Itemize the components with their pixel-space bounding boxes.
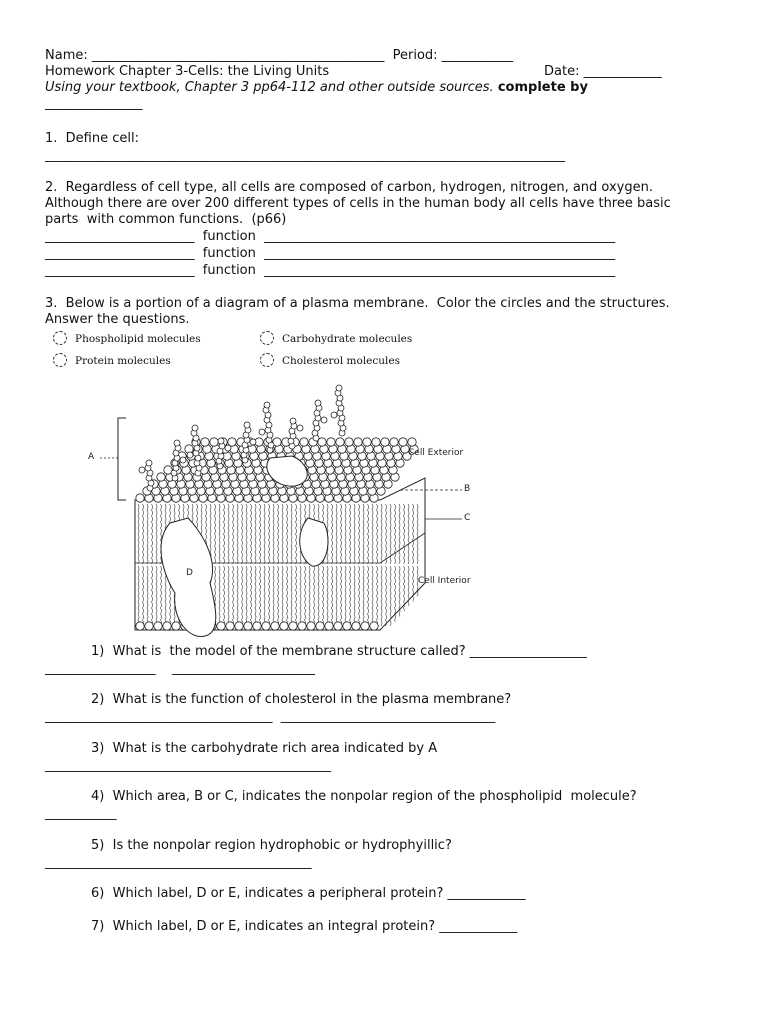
- complete-by-label: complete by: [497, 80, 588, 95]
- q2-line3: parts with common functions. (p66): [45, 212, 287, 227]
- sugar-bead: [297, 425, 303, 431]
- phospholipid-head: [280, 622, 288, 630]
- answer-blank[interactable]: ___________________________________ _________________________________: [45, 709, 496, 724]
- phospholipid-head: [354, 438, 362, 446]
- phospholipid-head: [289, 622, 297, 630]
- sugar-bead: [250, 439, 256, 445]
- label-d: D: [186, 568, 193, 578]
- sugar-bead: [139, 467, 145, 473]
- phospholipid-head: [163, 622, 171, 630]
- label-cell-interior: Cell Interior: [418, 576, 471, 586]
- bracket-a: [118, 418, 126, 500]
- circle-icon[interactable]: [260, 331, 274, 345]
- sugar-bead: [225, 445, 231, 451]
- circle-icon[interactable]: [260, 353, 274, 367]
- phospholipid-head: [201, 438, 209, 446]
- phospholipid-head: [300, 438, 308, 446]
- q3-line2: Answer the questions.: [45, 312, 190, 327]
- instructions-text: Using your textbook, Chapter 3 pp64-112 and other outside sources.: [45, 80, 494, 95]
- phospholipid-head: [334, 622, 342, 630]
- question-2: 2) What is the function of cholesterol in the plasma membrane?: [91, 692, 512, 707]
- q2-row[interactable]: _______________________ function ______________________________________________________: [45, 263, 616, 278]
- phospholipid-head: [262, 622, 270, 630]
- q2-line2: Although there are over 200 different types of cells in the human body all cells have three basic: [45, 196, 671, 211]
- legend-cholesterol: [260, 353, 400, 367]
- legend-label: Phospholipid molecules: [75, 333, 201, 345]
- question-3: 3) What is the carbohydrate rich area indicated by A: [91, 741, 438, 756]
- instructions: [45, 80, 588, 96]
- date-line[interactable]: Date: ____________: [544, 64, 662, 79]
- sugar-bead: [180, 457, 186, 463]
- answer-blank[interactable]: _________________ ______________________: [45, 661, 316, 676]
- phospholipid-head: [253, 622, 261, 630]
- phospholipid-head: [226, 622, 234, 630]
- sugar-bead: [321, 417, 327, 423]
- circle-icon[interactable]: [53, 331, 67, 345]
- legend-protein: [53, 353, 171, 367]
- circle-icon[interactable]: [53, 353, 67, 367]
- q1-blank[interactable]: ________________________________________________________________________________: [45, 148, 565, 163]
- label-a: A: [88, 452, 95, 462]
- phospholipid-head: [136, 494, 144, 502]
- label-cell-exterior: Cell Exterior: [408, 448, 464, 458]
- q2-row[interactable]: _______________________ function ______________________________________________________: [45, 229, 616, 244]
- phospholipid-head: [352, 622, 360, 630]
- name-period-line[interactable]: Name: _____________________________________________ Period: ___________: [45, 48, 514, 63]
- phospholipid-head: [298, 622, 306, 630]
- homework-title: Homework Chapter 3-Cells: the Living Units: [45, 64, 330, 79]
- legend-label: Carbohydrate molecules: [282, 333, 413, 345]
- phospholipid-head: [336, 438, 344, 446]
- label-c: C: [464, 513, 471, 523]
- sugar-bead: [174, 440, 180, 446]
- phospholipid-head: [307, 622, 315, 630]
- q1-text: 1. Define cell:: [45, 131, 139, 146]
- phospholipid-head: [271, 622, 279, 630]
- sugar-bead: [264, 402, 270, 408]
- sugar-bead: [218, 438, 224, 444]
- plasma-membrane-diagram: [80, 378, 500, 643]
- phospholipid-head: [390, 438, 398, 446]
- phospholipid-head: [210, 438, 218, 446]
- sugar-bead: [336, 385, 342, 391]
- question-1: 1) What is the model of the membrane structure called? __________________: [91, 644, 587, 659]
- protein-right: [300, 518, 328, 566]
- phospholipid-head: [325, 622, 333, 630]
- label-b: B: [464, 484, 471, 494]
- sugar-bead: [315, 400, 321, 406]
- sugar-bead: [259, 429, 265, 435]
- phospholipid-head: [370, 622, 378, 630]
- sugar-bead: [244, 422, 250, 428]
- legend-label: Cholesterol molecules: [282, 355, 401, 367]
- phospholipid-head: [343, 622, 351, 630]
- phospholipid-head: [361, 622, 369, 630]
- legend-phospholipid: [53, 331, 201, 345]
- legend-carbohydrate: [260, 331, 412, 345]
- phospholipid-head: [244, 622, 252, 630]
- phospholipid-head: [136, 622, 144, 630]
- phospholipid-head: [235, 622, 243, 630]
- phospholipid-head: [145, 622, 153, 630]
- question-4: 4) Which area, B or C, indicates the nonpolar region of the phospholipid molecule?: [91, 789, 637, 804]
- complete-by-blank[interactable]: _______________: [45, 96, 143, 111]
- question-5: 5) Is the nonpolar region hydrophobic or hydrophyillic?: [91, 838, 452, 853]
- phospholipid-head: [154, 622, 162, 630]
- legend-label: Protein molecules: [75, 355, 171, 367]
- phospholipid-head: [327, 438, 335, 446]
- q2-line1: 2. Regardless of cell type, all cells are composed of carbon, hydrogen, nitrogen, and oxygen.: [45, 180, 653, 195]
- phospholipid-head: [372, 438, 380, 446]
- sugar-bead: [331, 412, 337, 418]
- phospholipid-head: [399, 438, 407, 446]
- sugar-bead: [146, 460, 152, 466]
- phospholipid-head: [157, 473, 165, 481]
- answer-blank[interactable]: _________________________________________: [45, 855, 312, 870]
- phospholipid-head: [363, 438, 371, 446]
- question-7: 7) Which label, D or E, indicates an integral protein? ____________: [91, 919, 518, 934]
- sugar-bead: [192, 425, 198, 431]
- question-6: 6) Which label, D or E, indicates a peripheral protein? ____________: [91, 886, 526, 901]
- q3-line1: 3. Below is a portion of a diagram of a plasma membrane. Color the circles and the structures.: [45, 296, 670, 311]
- phospholipid-head: [345, 438, 353, 446]
- sugar-bead: [187, 452, 193, 458]
- phospholipid-head: [172, 622, 180, 630]
- phospholipid-head: [217, 622, 225, 630]
- phospholipid-head: [408, 438, 416, 446]
- phospholipid-head: [381, 438, 389, 446]
- answer-blank[interactable]: ___________: [45, 806, 117, 821]
- answer-blank[interactable]: ____________________________________________: [45, 758, 331, 773]
- phospholipid-head: [316, 622, 324, 630]
- sugar-bead: [290, 418, 296, 424]
- q2-row[interactable]: _______________________ function ______________________________________________________: [45, 246, 616, 261]
